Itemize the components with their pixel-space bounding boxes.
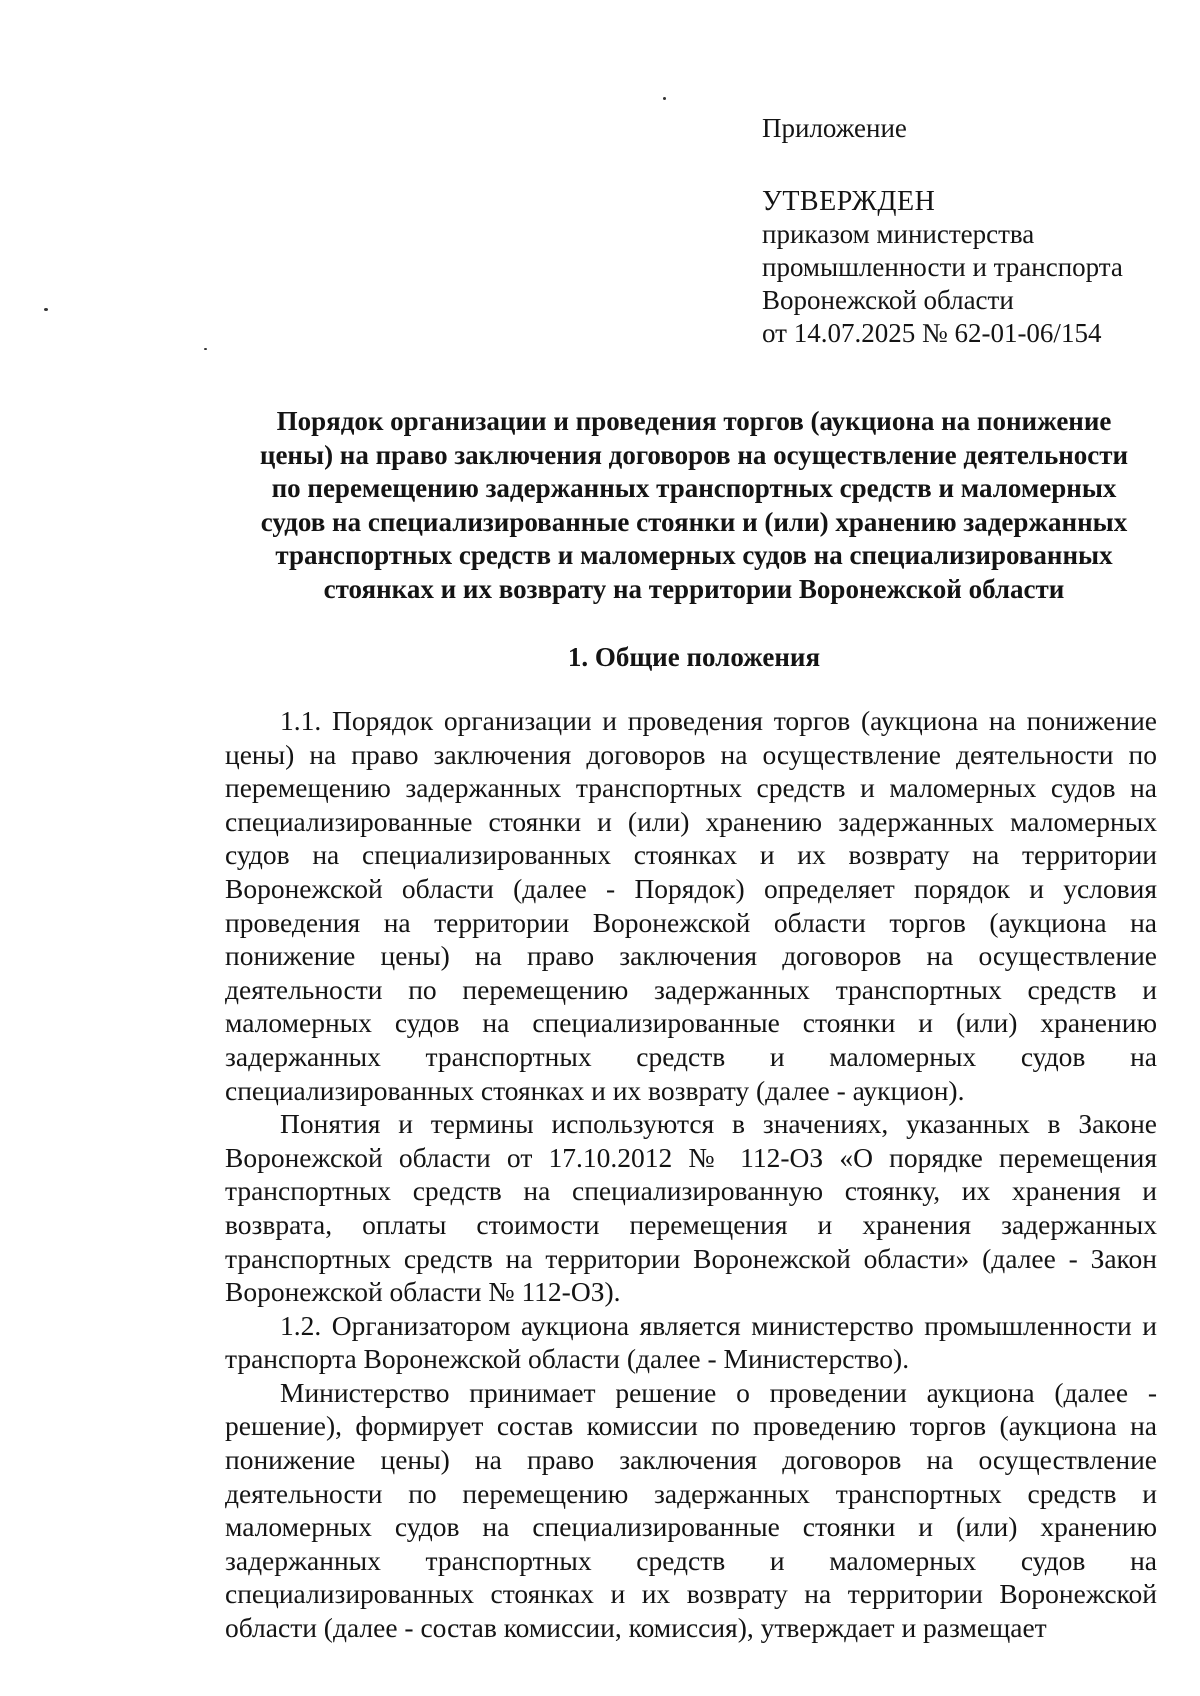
scan-speck [663,97,666,100]
scan-speck [44,308,48,311]
scan-speck [204,348,207,350]
paragraph: Министерство принимает решение о проведении аукциона (далее - решение), формирует состав комиссии по проведению торгов (аукциона на понижение цены) на право заключения договоров на осуществление деятельности по перемещению задержанных транспортных средств и маломерных судов на специализированные стоянки и (или) хранению задержанных транспортных средств и маломерных судов на специализированных стоянках и их возврату на территории Воронежской области (далее - состав комиссии, комиссия), утверждает и размещает [225,1376,1157,1644]
title-line: Порядок организации и проведения торгов (аукциона на понижение [276,406,1112,436]
approval-block [762,112,1162,350]
approved-by-line: промышленности и транспорта [762,252,1123,282]
title-line: стоянках и их возврату на территории Воронежской области [323,573,1065,604]
annex-label: Приложение [762,113,907,143]
order-reference: от 14.07.2025 № 62-01-06/154 [762,318,1102,348]
section-body [225,704,1157,1645]
title-line: по перемещению задержанных транспортных средств и маломерных [271,473,1117,503]
paragraph: Понятия и термины используются в значениях, указанных в Законе Воронежской области от 17.10.2012 № 112-ОЗ «О порядке перемещения транспортных средств на специализированную стоянку, их хранения и возврата, оплаты стоимости перемещения и хранения задержанных транспортных средств на территории Воронежской области» (далее - Закон Воронежской области № 112-ОЗ). [225,1108,1157,1308]
title-line: транспортных средств и маломерных судов на специализированных [275,540,1113,570]
document-title [220,405,1168,606]
approved-by-line: приказом министерства [762,219,1035,249]
paragraph: 1.2. Организатором аукциона является министерство промышленности и транспорта Воронежской области (далее - Министерство). [225,1309,1157,1375]
title-line: судов на специализированные стоянки и (или) хранению задержанных [260,506,1128,537]
section-heading: 1. Общие положения [567,642,821,672]
approved-by-line: Воронежской области [762,285,1014,315]
paragraph: 1.1. Порядок организации и проведения торгов (аукциона на понижение цены) на право заключения договоров на осуществление деятельности по перемещению задержанных транспортных средств и маломерных судов на специализированные стоянки и (или) хранению задержанных маломерных судов на специализированных стоянках и их возврату на территории Воронежской области (далее - Порядок) определяет порядок и условия проведения на территории Воронежской области торгов (аукциона на понижение цены) на право заключения договоров на осуществление деятельности по перемещению задержанных транспортных средств и маломерных судов на специализированные стоянки и (или) хранению задержанных транспортных средств и маломерных судов на специализированных стоянках и их возврату (далее - аукцион). [225,705,1157,1106]
approved-stamp-text: УТВЕРЖДЕН [762,186,936,217]
title-line: цены) на право заключения договоров на осуществление деятельности [259,439,1129,470]
